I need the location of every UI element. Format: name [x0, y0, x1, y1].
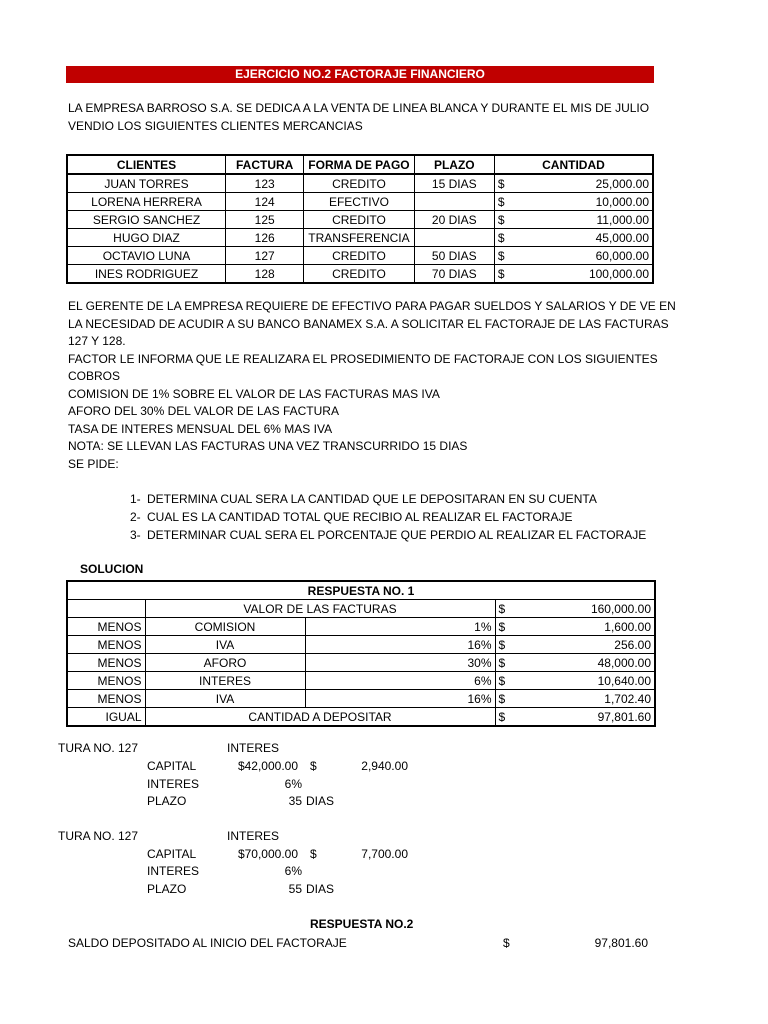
total-label: CANTIDAD A DEPOSITAR — [145, 708, 495, 727]
cell-op: IGUAL — [105, 709, 142, 724]
calc2-capital-value: $70,000.00 — [237, 847, 298, 861]
question-number: 2- — [130, 510, 141, 524]
question-text: DETERMINAR CUAL SERA EL PORCENTAJE QUE PERDIO AL REALIZAR EL FACTORAJE — [147, 528, 647, 542]
cell-plazo: 50 DIAS — [414, 247, 494, 265]
cell-factura: 125 — [226, 211, 304, 229]
cell-cliente: LORENA HERRERA — [67, 193, 226, 211]
table-row — [67, 708, 655, 727]
cell-factura: 123 — [226, 174, 304, 193]
cell-currency: $ — [494, 211, 514, 229]
body-line: LA NECESIDAD DE ACUDIR A SU BANCO BANAMEX S.A. A SOLICITAR EL FACTORAJE DE LAS FACTURAS — [68, 317, 669, 331]
cell-concept: IVA — [145, 690, 305, 708]
table-row — [67, 672, 655, 690]
answer1-heading: RESPUESTA NO. 1 — [67, 581, 655, 600]
calc1-interes-header: INTERES — [227, 741, 280, 755]
question-text: CUAL ES LA CANTIDAD TOTAL QUE RECIBIO AL REALIZAR EL FACTORAJE — [147, 510, 573, 524]
cell-forma: CREDITO — [304, 265, 414, 284]
calc2-interes-currency: $ — [310, 847, 317, 861]
cell-cliente: OCTAVIO LUNA — [67, 247, 226, 265]
body-line: FACTOR LE INFORMA QUE LE REALIZARA EL PROSEDIMIENTO DE FACTORAJE CON LOS SIGUIENTES — [68, 352, 658, 366]
question-number: 3- — [130, 528, 141, 542]
cell-rate: 16% — [305, 690, 495, 708]
table-row — [67, 193, 653, 211]
column-header: CLIENTES — [67, 155, 226, 174]
calc1-interes-amount: 2,940.00 — [361, 759, 408, 773]
page-title: EJERCICIO NO.2 FACTORAJE FINANCIERO — [66, 66, 654, 83]
answer2-label: SALDO DEPOSITADO AL INICIO DEL FACTORAJE — [68, 936, 347, 950]
cell-cliente: INES RODRIGUEZ — [94, 266, 199, 281]
cell-cliente: HUGO DIAZ — [67, 229, 226, 247]
column-header: PLAZO — [414, 155, 494, 174]
cell-cantidad: 45,000.00 — [514, 229, 653, 247]
cell-op: MENOS — [67, 654, 145, 672]
table-row — [67, 247, 653, 265]
table-row — [67, 211, 653, 229]
answer2-heading: RESPUESTA NO.2 — [310, 917, 414, 931]
cell-factura: 126 — [226, 229, 304, 247]
body-line: NOTA: SE LLEVAN LAS FACTURAS UNA VEZ TRANSCURRIDO 15 DIAS — [68, 439, 468, 453]
table-row — [67, 600, 655, 618]
cell-forma: EFECTIVO — [304, 193, 414, 211]
cell-factura: 128 — [226, 265, 304, 284]
answer2-currency: $ — [503, 936, 510, 950]
table-row — [67, 654, 655, 672]
cell-amount: 10,640.00 — [515, 672, 655, 690]
table-row — [67, 636, 655, 654]
calc1-rate-value: 6% — [284, 777, 302, 791]
calc2-interes-amount: 7,700.00 — [361, 847, 408, 861]
cell-concept: IVA — [145, 636, 305, 654]
solucion-label: SOLUCION — [80, 562, 144, 576]
calc1-interes-currency: $ — [310, 759, 317, 773]
cell-forma: CREDITO — [304, 211, 414, 229]
cell-cantidad: 11,000.00 — [514, 211, 653, 229]
cell-currency: $ — [494, 174, 514, 193]
cell-amount: 256.00 — [515, 636, 655, 654]
column-header: CANTIDAD — [494, 155, 653, 174]
calc2-title: TURA NO. 127 — [58, 829, 139, 843]
body-line: COBROS — [68, 369, 121, 383]
cell-plazo: 15 DIAS — [414, 174, 494, 193]
cell-concept: INTERES — [145, 672, 305, 690]
calc1-plazo-label: PLAZO — [147, 794, 187, 808]
cell-plazo — [414, 193, 494, 211]
column-header: FACTURA — [226, 155, 304, 174]
cell-currency: $ — [495, 618, 515, 636]
calc1-plazo-value: 35 — [288, 794, 302, 808]
cell-currency: $ — [495, 708, 515, 727]
question-number: 1- — [130, 492, 141, 506]
calc2-capital-label: CAPITAL — [147, 847, 197, 861]
cell-currency: $ — [494, 229, 514, 247]
cell-cantidad: 10,000.00 — [514, 193, 653, 211]
valor-facturas-label: VALOR DE LAS FACTURAS — [145, 600, 495, 618]
valor-facturas-amount: 160,000.00 — [515, 600, 655, 618]
cell-forma: TRANSFERENCIA — [304, 229, 414, 247]
cell-amount: 48,000.00 — [515, 654, 655, 672]
body-line: TASA DE INTERES MENSUAL DEL 6% MAS IVA — [68, 422, 333, 436]
column-header: FORMA DE PAGO — [304, 155, 414, 174]
calc1-plazo-unit: DIAS — [306, 794, 335, 808]
cell-cantidad: 100,000.00 — [588, 266, 649, 281]
cell-currency: $ — [494, 193, 514, 211]
body-line: COMISION DE 1% SOBRE EL VALOR DE LAS FACTURAS MAS IVA — [68, 387, 440, 401]
cell-op: MENOS — [67, 690, 145, 708]
calc2-interes-header: INTERES — [227, 829, 280, 843]
answer1-table — [66, 580, 656, 727]
cell-currency: $ — [495, 672, 515, 690]
cell-factura: 127 — [226, 247, 304, 265]
table-row — [67, 690, 655, 708]
question-text: DETERMINA CUAL SERA LA CANTIDAD QUE LE DEPOSITARAN EN SU CUENTA — [147, 492, 597, 506]
cell-currency: $ — [495, 636, 515, 654]
body-line: EL GERENTE DE LA EMPRESA REQUIERE DE EFECTIVO PARA PAGAR SUELDOS Y SALARIOS Y DE VE EN — [68, 299, 676, 313]
cell-plazo — [414, 229, 494, 247]
calc1-capital-label: CAPITAL — [147, 759, 197, 773]
cell-amount: 1,702.40 — [515, 690, 655, 708]
cell-op: MENOS — [67, 636, 145, 654]
intro-line-1: LA EMPRESA BARROSO S.A. SE DEDICA A LA VENTA DE LINEA BLANCA Y DURANTE EL MIS DE JULIO — [68, 101, 650, 115]
table-row — [67, 229, 653, 247]
calc1-capital-value: $42,000.00 — [237, 759, 298, 773]
answer1-heading-row — [67, 581, 655, 600]
calc2-plazo-label: PLAZO — [147, 882, 187, 896]
cell-concept: COMISION — [145, 618, 305, 636]
calc2-plazo-value: 55 — [288, 882, 302, 896]
cell-rate: 30% — [305, 654, 495, 672]
cell-concept: AFORO — [145, 654, 305, 672]
table-row — [67, 265, 653, 284]
table-row — [67, 174, 653, 193]
calc2-plazo-unit: DIAS — [306, 882, 335, 896]
cell-op: MENOS — [67, 618, 145, 636]
cell-forma: CREDITO — [304, 174, 414, 193]
cell-currency: $ — [495, 690, 515, 708]
calc1-title: TURA NO. 127 — [58, 741, 139, 755]
cell-op: MENOS — [67, 672, 145, 690]
clients-table — [66, 154, 654, 284]
cell-currency: $ — [495, 600, 515, 618]
calc1-rate-label: INTERES — [147, 777, 200, 791]
cell-cantidad: 60,000.00 — [514, 247, 653, 265]
cell-currency: $ — [494, 265, 514, 284]
table-row — [67, 618, 655, 636]
cell-plazo: 20 DIAS — [414, 211, 494, 229]
cell-cliente: SERGIO SANCHEZ — [67, 211, 226, 229]
total-amount: 97,801.60 — [597, 709, 651, 724]
cell-cliente: JUAN TORRES — [67, 174, 226, 193]
cell-cantidad: 25,000.00 — [514, 174, 653, 193]
body-line: 127 Y 128. — [68, 334, 126, 348]
cell-rate: 1% — [305, 618, 495, 636]
body-line: SE PIDE: — [68, 457, 119, 471]
cell-factura: 124 — [226, 193, 304, 211]
cell-amount: 1,600.00 — [515, 618, 655, 636]
cell-rate: 6% — [305, 672, 495, 690]
body-line: AFORO DEL 30% DEL VALOR DE LAS FACTURA — [68, 404, 339, 418]
calc2-rate-label: INTERES — [147, 864, 200, 878]
cell-currency: $ — [495, 654, 515, 672]
cell-forma: CREDITO — [304, 247, 414, 265]
calc2-rate-value: 6% — [284, 864, 302, 878]
table-header-row — [67, 155, 653, 174]
answer2-amount: 97,801.60 — [594, 936, 648, 950]
intro-line-2: VENDIO LOS SIGUIENTES CLIENTES MERCANCIAS — [68, 119, 363, 133]
cell-rate: 16% — [305, 636, 495, 654]
cell-op — [67, 600, 145, 618]
cell-plazo: 70 DIAS — [414, 265, 494, 284]
cell-currency: $ — [494, 247, 514, 265]
